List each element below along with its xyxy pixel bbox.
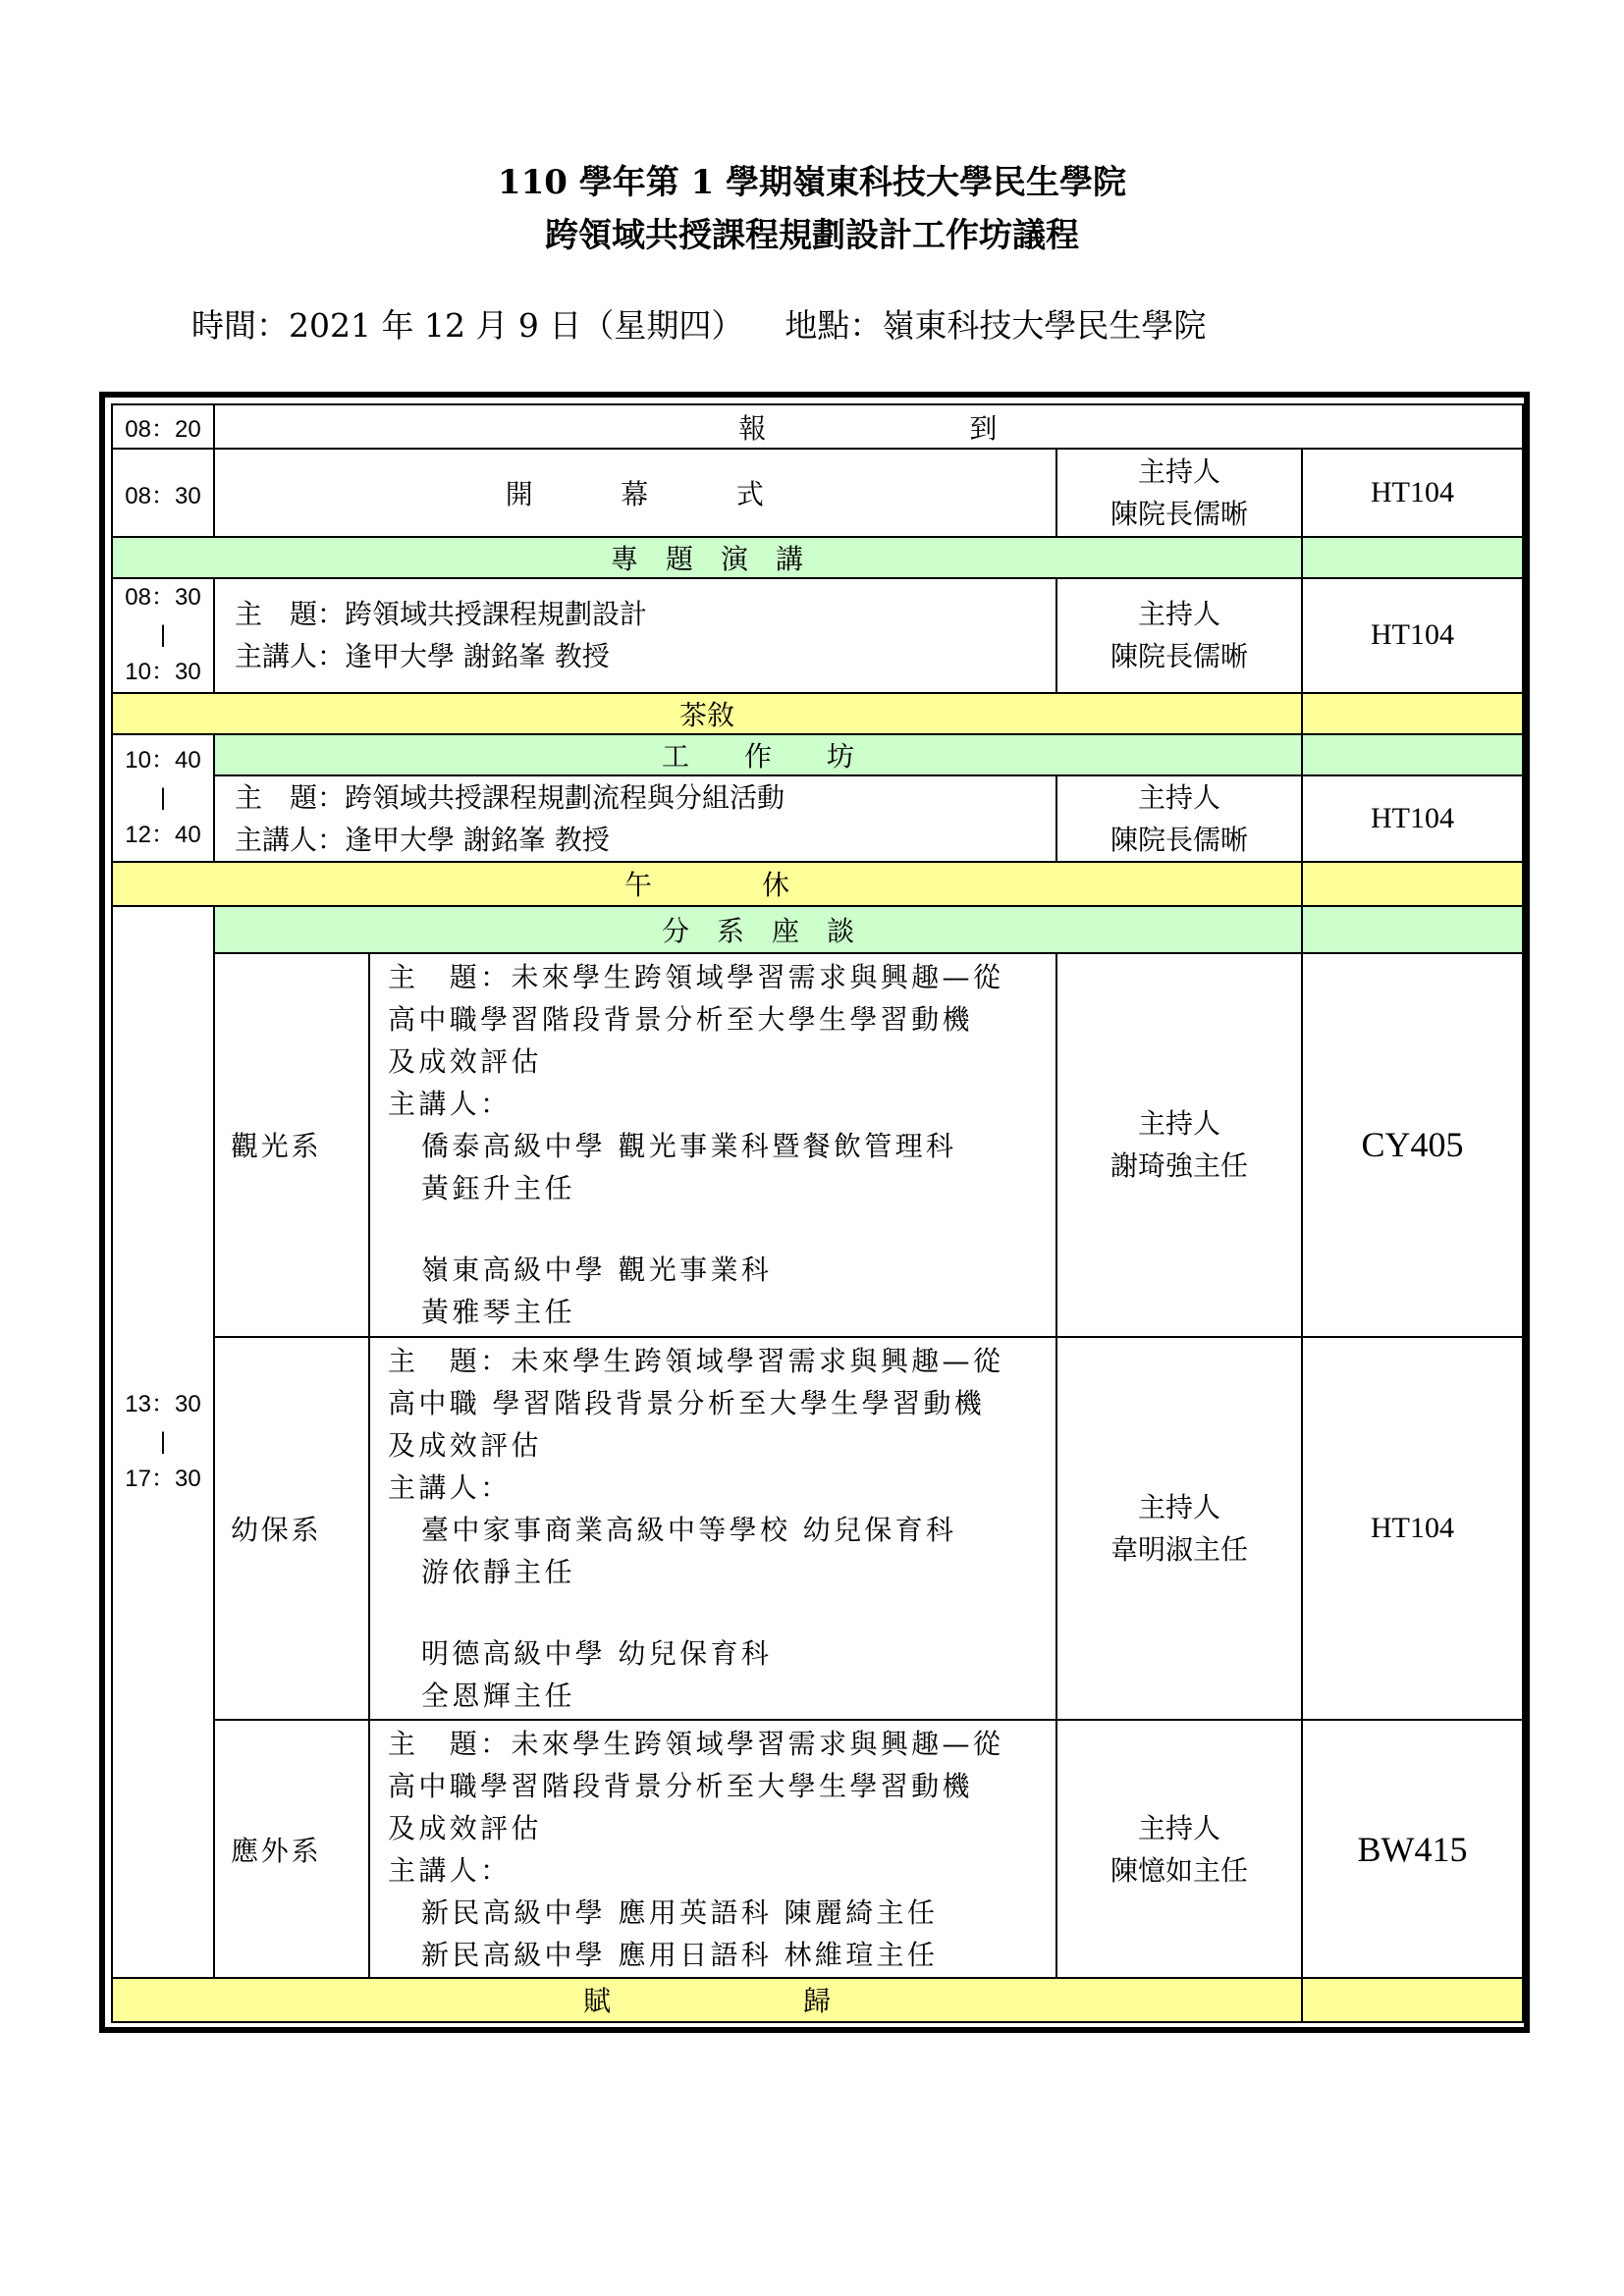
session-speaker: 主講人：逢甲大學 謝銘峯 教授	[235, 823, 610, 856]
time-start: 08：30	[125, 584, 201, 612]
forum-header-cell: 分 系 座 談	[214, 906, 1302, 953]
speaker-line: 嶺東高級中學 觀光事業科	[421, 1253, 773, 1286]
topic-line: 主 題：未來學生跨領域學習需求與興趣—從	[388, 1344, 1004, 1377]
tea-break-cell: 茶敘	[112, 693, 1302, 734]
table-row	[112, 578, 1523, 692]
table-row	[112, 734, 1523, 775]
empty-cell	[1302, 537, 1523, 578]
speaker-line: 黃鈺升主任	[421, 1171, 575, 1204]
department-cell: 觀光系	[214, 953, 369, 1337]
session-detail-cell	[214, 578, 1056, 692]
speaker-line: 游依靜主任	[421, 1555, 575, 1588]
host-cell	[1056, 775, 1302, 862]
opening-ceremony-cell: 開 幕 式	[214, 449, 1056, 537]
room-cell: HT104	[1302, 578, 1523, 692]
speaker-line: 全恩輝主任	[421, 1679, 575, 1712]
topic-line: 主 題：未來學生跨領域學習需求與興趣—從	[388, 1728, 1004, 1761]
room-cell: HT104	[1302, 1337, 1523, 1721]
topic-line: 主 題：未來學生跨領域學習需求與興趣—從	[388, 960, 1004, 993]
host-title: 主持人	[1137, 1811, 1220, 1844]
speaker-line: 黃雅琴主任	[421, 1295, 575, 1328]
forum-detail-cell	[369, 953, 1056, 1337]
speaker-line: 明德高級中學 幼兒保育科	[421, 1636, 773, 1670]
forum-detail-cell	[369, 1337, 1056, 1721]
host-name: 陳院長儒晰	[1110, 640, 1248, 673]
empty-cell	[1302, 862, 1523, 906]
document-subtitle: 跨領域共授課程規劃設計工作坊議程	[545, 216, 1079, 255]
speaker-line: 新民高級中學 應用英語科 陳麗綺主任	[421, 1896, 939, 1930]
time-end: 17：30	[125, 1465, 201, 1492]
host-title: 主持人	[1137, 598, 1220, 631]
host-name: 陳憶如主任	[1110, 1853, 1248, 1887]
session-speaker: 主講人：逢甲大學 謝銘峯 教授	[235, 640, 610, 673]
table-row	[112, 1978, 1523, 2022]
session-topic: 主 題：跨領域共授課程規劃流程與分組活動	[235, 780, 785, 814]
closing-cell: 賦 歸	[112, 1978, 1302, 2022]
forum-detail-cell	[369, 1720, 1056, 1977]
topic-line: 高中職 學習階段背景分析至大學生學習動機	[388, 1386, 986, 1419]
speaker-label: 主講人：	[388, 1470, 512, 1504]
topic-line: 高中職學習階段背景分析至大學生學習動機	[388, 1002, 973, 1036]
room-cell: HT104	[1302, 449, 1523, 537]
agenda-table	[111, 403, 1524, 2023]
document-title: 110 學年第 1 學期嶺東科技大學民生學院	[497, 163, 1127, 202]
host-cell	[1056, 578, 1302, 692]
time-cell: 08：30	[112, 449, 214, 537]
department-cell: 幼保系	[214, 1337, 369, 1721]
time-separator: |	[159, 1427, 167, 1455]
time-start: 13：30	[125, 1390, 201, 1417]
registration-cell: 報 到	[214, 404, 1523, 449]
time-separator: |	[159, 783, 167, 811]
table-row	[112, 906, 1523, 953]
time-range-cell	[112, 734, 214, 862]
department-cell: 應外系	[214, 1720, 369, 1977]
topic-line: 及成效評估	[388, 1812, 542, 1845]
table-row	[112, 1720, 1523, 1977]
host-cell	[1056, 1720, 1302, 1977]
table-row	[112, 404, 1523, 449]
table-row	[112, 775, 1523, 862]
session-topic: 主 題：跨領域共授課程規劃設計	[235, 598, 648, 631]
host-title: 主持人	[1137, 455, 1220, 489]
empty-cell	[1302, 734, 1523, 775]
host-name: 謝琦強主任	[1110, 1149, 1248, 1183]
speaker-label: 主講人：	[388, 1087, 512, 1120]
host-name: 韋明淑主任	[1110, 1532, 1248, 1566]
time-location-line: 時間：2021 年 12 月 9 日（星期四） 地點：嶺東科技大學民生學院	[191, 306, 1207, 345]
table-row	[112, 1337, 1523, 1721]
empty-cell	[1302, 906, 1523, 953]
speaker-line: 僑泰高級中學 觀光事業科暨餐飲管理科	[421, 1129, 957, 1162]
host-name: 陳院長儒晰	[1110, 823, 1248, 856]
room-cell: BW415	[1302, 1720, 1523, 1977]
host-cell	[1056, 953, 1302, 1337]
lunch-cell: 午 休	[112, 862, 1302, 906]
table-row	[112, 693, 1523, 734]
host-title: 主持人	[1137, 1107, 1220, 1141]
table-row	[112, 862, 1523, 906]
empty-cell	[1302, 693, 1523, 734]
room-cell: CY405	[1302, 953, 1523, 1337]
speaker-line: 新民高級中學 應用日語科 林維瑄主任	[421, 1939, 939, 1972]
keynote-header-cell: 專 題 演 講	[112, 537, 1302, 578]
time-range-cell	[112, 578, 214, 692]
time-separator: |	[159, 621, 167, 649]
host-title: 主持人	[1137, 1490, 1220, 1523]
time-cell: 08：20	[112, 404, 214, 449]
time-end: 12：40	[125, 821, 201, 848]
table-row	[112, 537, 1523, 578]
topic-line: 及成效評估	[388, 1428, 542, 1462]
speaker-spacer	[388, 1593, 1044, 1632]
host-cell	[1056, 449, 1302, 537]
host-title: 主持人	[1137, 780, 1220, 814]
host-cell	[1056, 1337, 1302, 1721]
time-range-cell	[112, 906, 214, 1978]
time-start: 10：40	[125, 746, 201, 774]
empty-cell	[1302, 1978, 1523, 2022]
table-row	[112, 953, 1523, 1337]
room-cell: HT104	[1302, 775, 1523, 862]
workshop-header-cell: 工 作 坊	[214, 734, 1302, 775]
speaker-line: 臺中家事商業高級中等學校 幼兒保育科	[421, 1513, 957, 1546]
table-row	[112, 449, 1523, 537]
time-end: 10：30	[125, 659, 201, 686]
topic-line: 及成效評估	[388, 1044, 542, 1078]
speaker-spacer	[388, 1209, 1044, 1249]
speaker-label: 主講人：	[388, 1854, 512, 1888]
topic-line: 高中職學習階段背景分析至大學生學習動機	[388, 1770, 973, 1803]
host-name: 陳院長儒晰	[1110, 498, 1248, 531]
session-detail-cell	[214, 775, 1056, 862]
